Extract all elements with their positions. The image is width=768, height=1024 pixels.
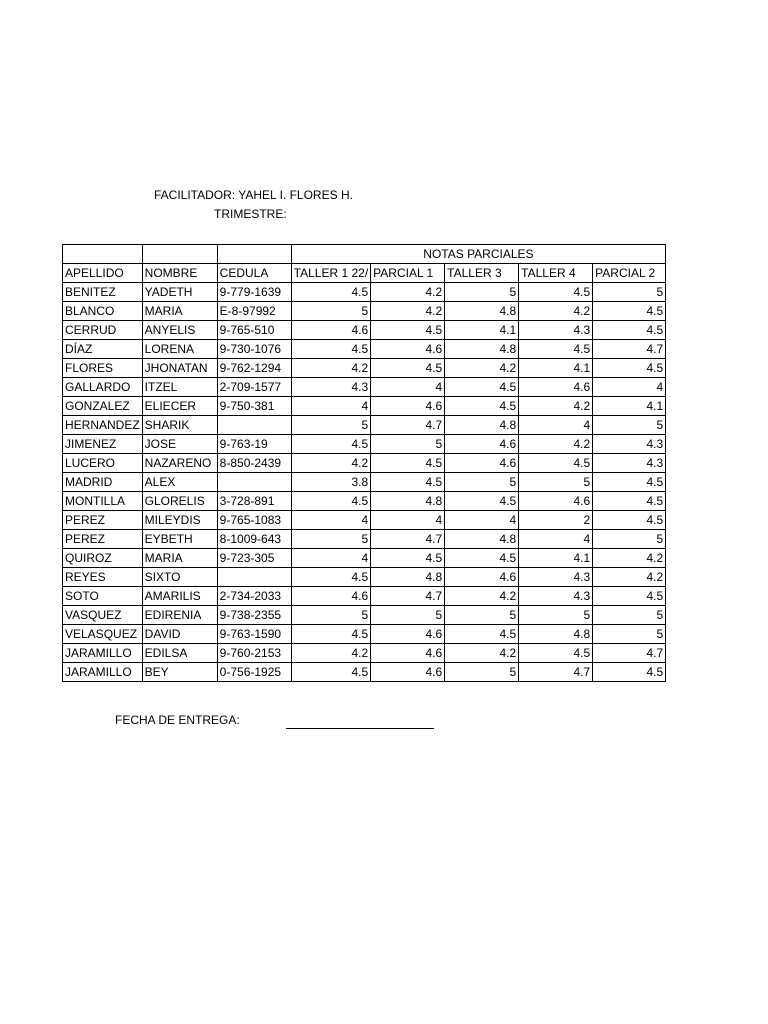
table-cell: MADRID <box>63 473 143 492</box>
table-cell: 4.7 <box>371 416 445 435</box>
table-cell: 4.7 <box>371 587 445 606</box>
table-cell: ITZEL <box>142 378 217 397</box>
table-cell: 2 <box>519 511 593 530</box>
table-cell: SIXTO <box>142 568 217 587</box>
table-cell: MILEYDIS <box>142 511 217 530</box>
table-cell: 5 <box>593 283 666 302</box>
table-row <box>63 435 666 454</box>
table-cell: 4.6 <box>291 587 370 606</box>
table-cell: 5 <box>593 416 666 435</box>
table-cell: 4.2 <box>291 644 370 663</box>
table-cell: JARAMILLO <box>63 644 143 663</box>
table-cell: 4.3 <box>519 321 593 340</box>
table-cell: 4.5 <box>593 302 666 321</box>
table-cell: 4.5 <box>593 473 666 492</box>
table-cell: 4.2 <box>593 549 666 568</box>
table-cell: 4.5 <box>291 283 370 302</box>
table-cell: 4.8 <box>445 416 519 435</box>
table-row <box>63 340 666 359</box>
table-cell: 5 <box>371 606 445 625</box>
table-cell: 4 <box>519 530 593 549</box>
table-cell: 4.3 <box>593 454 666 473</box>
table-cell: 4.5 <box>519 644 593 663</box>
table-cell: 8-1009-643 <box>217 530 291 549</box>
table-cell: 4.8 <box>371 568 445 587</box>
table-cell: 4.5 <box>593 321 666 340</box>
table-row <box>63 454 666 473</box>
table-cell: 4.6 <box>445 568 519 587</box>
table-cell: 4.5 <box>445 397 519 416</box>
table-cell: 4.3 <box>593 435 666 454</box>
table-cell: 4.5 <box>445 378 519 397</box>
table-cell: 4.5 <box>291 492 370 511</box>
table-cell: 4.6 <box>445 454 519 473</box>
table-cell <box>217 568 291 587</box>
table-cell: 4.5 <box>593 359 666 378</box>
table-cell: 4.5 <box>519 283 593 302</box>
table-cell: BEY <box>142 663 217 682</box>
table-cell: 4.5 <box>593 492 666 511</box>
trimestre-label: TRIMESTRE: <box>214 207 287 221</box>
table-cell: 4.2 <box>445 587 519 606</box>
table-row <box>63 530 666 549</box>
table-cell: 4 <box>291 549 370 568</box>
table-cell: 5 <box>593 625 666 644</box>
table-cell: 4.5 <box>593 511 666 530</box>
column-header: TALLER 4 <box>519 264 593 283</box>
table-cell: 4.3 <box>291 378 370 397</box>
table-row <box>63 359 666 378</box>
table-row <box>63 511 666 530</box>
table-cell: 9-723-305 <box>217 549 291 568</box>
table-cell: 4 <box>291 511 370 530</box>
table-cell: VELASQUEZ <box>63 625 143 644</box>
column-header: CEDULA <box>217 264 291 283</box>
table-cell: JOSE <box>142 435 217 454</box>
table-cell: NAZARENO <box>142 454 217 473</box>
table-cell: 4.8 <box>445 340 519 359</box>
table-cell: 4 <box>519 416 593 435</box>
blank-cell <box>63 245 143 264</box>
table-cell: 4.7 <box>519 663 593 682</box>
table-cell: 5 <box>519 606 593 625</box>
column-header: APELLIDO <box>63 264 143 283</box>
column-header: PARCIAL 1 <box>371 264 445 283</box>
table-cell: 4.6 <box>371 397 445 416</box>
facilitador-label: FACILITADOR: YAHEL I. FLORES H. <box>154 188 353 202</box>
table-cell: EDILSA <box>142 644 217 663</box>
table-cell: 3-728-891 <box>217 492 291 511</box>
table-cell: 4.7 <box>593 340 666 359</box>
table-cell: 4.5 <box>445 549 519 568</box>
column-header: NOMBRE <box>142 264 217 283</box>
blank-cell <box>142 245 217 264</box>
table-cell: 4.5 <box>593 663 666 682</box>
fecha-entrega-label: FECHA DE ENTREGA: <box>115 713 240 727</box>
table-cell: 4.6 <box>519 378 593 397</box>
table-cell: 9-763-19 <box>217 435 291 454</box>
table-cell: 9-765-1083 <box>217 511 291 530</box>
table-cell: 4.5 <box>291 625 370 644</box>
table-cell <box>217 416 291 435</box>
table-cell: 4.1 <box>519 549 593 568</box>
table-cell <box>217 473 291 492</box>
table-cell: 5 <box>445 663 519 682</box>
table-cell: JHONATAN <box>142 359 217 378</box>
table-cell: 4.1 <box>519 359 593 378</box>
table-row <box>63 549 666 568</box>
column-header-row <box>63 264 666 283</box>
table-cell: LUCERO <box>63 454 143 473</box>
column-header: PARCIAL 2 <box>593 264 666 283</box>
table-cell: JARAMILLO <box>63 663 143 682</box>
table-row <box>63 321 666 340</box>
table-cell: 4.5 <box>593 587 666 606</box>
table-cell: 4.5 <box>371 454 445 473</box>
table-row <box>63 606 666 625</box>
table-cell: 4.5 <box>291 663 370 682</box>
table-cell: BENITEZ <box>63 283 143 302</box>
table-cell: 4.6 <box>371 625 445 644</box>
group-header-row <box>63 245 666 264</box>
table-cell: 9-730-1076 <box>217 340 291 359</box>
table-cell: 5 <box>291 606 370 625</box>
table-cell: 4.2 <box>519 302 593 321</box>
table-row <box>63 644 666 663</box>
table-cell: 9-763-1590 <box>217 625 291 644</box>
table-cell: ANYELIS <box>142 321 217 340</box>
table-cell: PEREZ <box>63 511 143 530</box>
table-cell: 4.5 <box>371 359 445 378</box>
grades-table <box>62 244 666 682</box>
table-cell: 4.5 <box>519 454 593 473</box>
table-cell: 4.2 <box>593 568 666 587</box>
table-row <box>63 283 666 302</box>
table-cell: 4.2 <box>519 397 593 416</box>
table-cell: 4.5 <box>445 492 519 511</box>
table-row <box>63 568 666 587</box>
table-cell: 5 <box>445 283 519 302</box>
table-cell: 4.8 <box>445 530 519 549</box>
table-cell: 4.6 <box>519 492 593 511</box>
table-cell: ALEX <box>142 473 217 492</box>
table-row <box>63 473 666 492</box>
table-cell: 5 <box>519 473 593 492</box>
table-row <box>63 587 666 606</box>
table-cell: GALLARDO <box>63 378 143 397</box>
table-cell: VASQUEZ <box>63 606 143 625</box>
table-cell: 4.6 <box>371 644 445 663</box>
table-cell: 9-760-2153 <box>217 644 291 663</box>
table-cell: E-8-97992 <box>217 302 291 321</box>
table-cell: 5 <box>291 530 370 549</box>
table-cell: 4.1 <box>445 321 519 340</box>
table-cell: YADETH <box>142 283 217 302</box>
fecha-entrega-line <box>286 728 434 729</box>
table-row <box>63 492 666 511</box>
table-row <box>63 302 666 321</box>
table-cell: 4.2 <box>445 359 519 378</box>
table-cell: 8-850-2439 <box>217 454 291 473</box>
table-row <box>63 625 666 644</box>
table-cell: 9-779-1639 <box>217 283 291 302</box>
table-cell: 4.6 <box>291 321 370 340</box>
table-row <box>63 378 666 397</box>
table-cell: BLANCO <box>63 302 143 321</box>
table-cell: 4.3 <box>519 587 593 606</box>
column-header: TALLER 3 <box>445 264 519 283</box>
table-cell: 4.7 <box>371 530 445 549</box>
table-row <box>63 416 666 435</box>
table-cell: 9-750-381 <box>217 397 291 416</box>
table-cell: 4 <box>291 397 370 416</box>
table-cell: ELIECER <box>142 397 217 416</box>
table-cell: 4.5 <box>291 435 370 454</box>
table-cell: 4.6 <box>371 340 445 359</box>
table-cell: EDIRENIA <box>142 606 217 625</box>
table-cell: 4.5 <box>519 340 593 359</box>
table-cell: 9-765-510 <box>217 321 291 340</box>
table-row <box>63 397 666 416</box>
table-cell: 4.5 <box>291 340 370 359</box>
table-cell: 4.5 <box>371 321 445 340</box>
notas-parciales-header: NOTAS PARCIALES <box>291 245 665 264</box>
table-cell: MARIA <box>142 302 217 321</box>
table-cell: PEREZ <box>63 530 143 549</box>
table-cell: 5 <box>291 416 370 435</box>
table-cell: 9-762-1294 <box>217 359 291 378</box>
column-header: TALLER 1 22/ <box>291 264 370 283</box>
table-cell: MONTILLA <box>63 492 143 511</box>
table-cell: AMARILIS <box>142 587 217 606</box>
table-cell: 5 <box>371 435 445 454</box>
table-cell: 5 <box>593 606 666 625</box>
table-cell: REYES <box>63 568 143 587</box>
table-cell: 4.5 <box>371 473 445 492</box>
table-cell: DAVID <box>142 625 217 644</box>
table-cell: QUIROZ <box>63 549 143 568</box>
table-cell: GONZALEZ <box>63 397 143 416</box>
table-cell: 4.2 <box>519 435 593 454</box>
table-cell: 4.8 <box>519 625 593 644</box>
table-cell: 4.2 <box>371 302 445 321</box>
table-cell: 9-738-2355 <box>217 606 291 625</box>
table-cell: 4.6 <box>445 435 519 454</box>
table-cell: 4.6 <box>371 663 445 682</box>
table-cell: 5 <box>291 302 370 321</box>
table-cell: DÍAZ <box>63 340 143 359</box>
table-cell: HERNANDEZ <box>63 416 143 435</box>
table-cell: 4.2 <box>291 359 370 378</box>
table-cell: FLORES <box>63 359 143 378</box>
table-cell: 5 <box>445 473 519 492</box>
table-cell: 4 <box>593 378 666 397</box>
table-row <box>63 663 666 682</box>
table-cell: 4.8 <box>445 302 519 321</box>
table-cell: 4.2 <box>291 454 370 473</box>
table-cell: 4.2 <box>445 644 519 663</box>
table-cell: 4 <box>371 378 445 397</box>
table-cell: 4 <box>445 511 519 530</box>
table-cell: 2-709-1577 <box>217 378 291 397</box>
table-cell: 4 <box>371 511 445 530</box>
table-cell: JIMENEZ <box>63 435 143 454</box>
table-cell: 4.5 <box>445 625 519 644</box>
table-cell: LORENA <box>142 340 217 359</box>
table-cell: 2-734-2033 <box>217 587 291 606</box>
table-cell: 4.5 <box>291 568 370 587</box>
table-cell: SOTO <box>63 587 143 606</box>
table-cell: EYBETH <box>142 530 217 549</box>
table-cell: 4.7 <box>593 644 666 663</box>
table-cell: GLORELIS <box>142 492 217 511</box>
table-cell: CERRUD <box>63 321 143 340</box>
blank-cell <box>217 245 291 264</box>
table-cell: 4.2 <box>371 283 445 302</box>
table-cell: 4.8 <box>371 492 445 511</box>
table-cell: 4.5 <box>371 549 445 568</box>
table-cell: 3.8 <box>291 473 370 492</box>
table-cell: 0-756-1925 <box>217 663 291 682</box>
table-cell: MARIA <box>142 549 217 568</box>
table-cell: 4.3 <box>519 568 593 587</box>
table-cell: 4.1 <box>593 397 666 416</box>
table-cell: 5 <box>445 606 519 625</box>
table-cell: SHARIK <box>142 416 217 435</box>
table-cell: 5 <box>593 530 666 549</box>
